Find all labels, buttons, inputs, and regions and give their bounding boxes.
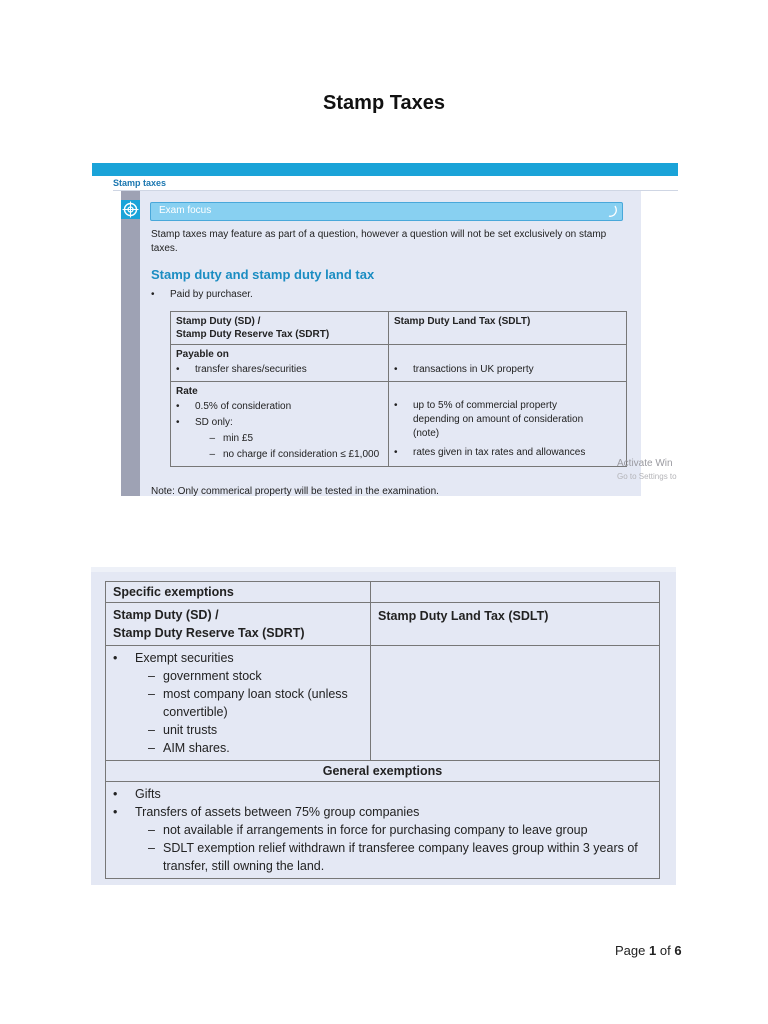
left-strip [121, 191, 140, 496]
table-header-sdlt: Stamp Duty Land Tax (SDLT) [371, 603, 660, 646]
slide-exemptions [91, 567, 676, 885]
page-label: Page [615, 943, 646, 958]
specific-exemptions-heading: Specific exemptions [106, 582, 371, 603]
sub-item-text: SDLT exemption relief withdrawn if transferee company leaves group within 3 years of transfer, still owning the land. [163, 841, 638, 873]
table-row [171, 312, 627, 345]
sub-item [113, 685, 363, 721]
table-row [106, 603, 660, 646]
sub-item-text: unit trusts [163, 723, 218, 737]
slide-top-bar [92, 163, 678, 176]
curl-icon [608, 205, 618, 217]
text-line: up to 5% of commercial property [413, 400, 557, 411]
paid-by-bullet [151, 289, 253, 300]
empty-cell [371, 646, 660, 761]
exam-focus-label: Exam focus [159, 205, 212, 216]
dash-icon: – [148, 823, 155, 837]
payable-sd-cell [171, 345, 389, 382]
page-number [615, 943, 682, 958]
examination-note: Note: Only commerical property will be tested in the examination. [151, 486, 439, 497]
stamp-duty-table [170, 311, 627, 467]
list-item-text: Exempt securities [135, 651, 234, 665]
list-item-text: transfer shares/securities [195, 364, 307, 375]
sub-item [113, 739, 363, 757]
list-item-text: Transfers of assets between 75% group companies [135, 805, 420, 819]
list-item [176, 362, 383, 378]
bullet-icon: • [113, 805, 118, 819]
document-title: Stamp Taxes [323, 92, 445, 114]
list-item [113, 649, 363, 667]
header-line: Stamp Duty (SD) / [176, 316, 261, 327]
table-header-sd [171, 312, 389, 345]
sub-item [113, 839, 652, 875]
dash-icon: – [148, 741, 155, 755]
dash-icon: – [209, 449, 215, 460]
table-row [106, 646, 660, 761]
activate-windows-subtext: Go to Settings to [617, 472, 677, 481]
slide-header: Stamp taxes [113, 178, 167, 188]
target-icon [121, 200, 140, 219]
header-line: Stamp Duty Reserve Tax (SDRT) [113, 626, 305, 640]
sub-item [113, 821, 652, 839]
rate-sdlt-cell [389, 382, 627, 467]
dash-icon: – [148, 841, 155, 855]
dash-icon: – [148, 669, 155, 683]
section-heading: Stamp duty and stamp duty land tax [151, 267, 375, 282]
sub-item [113, 721, 363, 739]
list-item-text: Gifts [135, 787, 161, 801]
bullet-icon: • [176, 364, 180, 375]
table-row [106, 761, 660, 782]
sub-item-text: no charge if consideration ≤ £1,000 [223, 449, 380, 460]
list-item [394, 362, 621, 378]
list-item-text: 0.5% of consideration [195, 401, 292, 412]
sub-item-text: government stock [163, 669, 262, 683]
list-item-text: SD only: [195, 417, 233, 428]
list-item [176, 415, 383, 431]
rate-sd-cell [171, 382, 389, 467]
text-line: (note) [413, 428, 440, 439]
sub-item [176, 431, 383, 447]
list-item [113, 803, 652, 821]
sub-item [176, 447, 383, 463]
list-item [394, 445, 621, 461]
sub-item [113, 667, 363, 685]
bullet-icon: • [394, 447, 398, 458]
exam-focus-bar [150, 202, 623, 221]
page-of: of [659, 943, 671, 958]
page-total: 6 [674, 943, 682, 958]
sub-item-text: most company loan stock (unless convertible) [163, 687, 348, 719]
page-current: 1 [649, 943, 657, 958]
dash-icon: – [148, 687, 155, 701]
sub-item-text: min £5 [223, 433, 254, 444]
payable-sdlt-cell [389, 345, 627, 382]
list-item [394, 399, 621, 441]
payable-label: Payable on [176, 349, 229, 360]
list-item-text [413, 399, 583, 441]
bullet-icon: • [151, 289, 155, 300]
table-row [106, 782, 660, 879]
bullet-icon: • [394, 400, 398, 411]
rate-label: Rate [176, 386, 198, 397]
table-row [106, 582, 660, 603]
bullet-icon: • [176, 417, 180, 428]
bullet-icon: • [394, 364, 398, 375]
list-item [113, 785, 652, 803]
slide-top-strip [91, 567, 676, 572]
table-row [171, 382, 627, 467]
list-item-text: transactions in UK property [413, 364, 534, 375]
dash-icon: – [148, 723, 155, 737]
dash-icon: – [209, 433, 215, 444]
table-header-sd [106, 603, 371, 646]
paid-by-text: Paid by purchaser. [170, 289, 253, 300]
table-row [171, 345, 627, 382]
general-exemptions-cell [106, 782, 660, 879]
header-line: Stamp Duty Reserve Tax (SDRT) [176, 329, 330, 340]
general-exemptions-heading: General exemptions [106, 761, 660, 782]
exam-focus-text: Stamp taxes may feature as part of a question, however a question will not be set exclusively on stamp taxes. [151, 229, 607, 254]
sub-item-text: AIM shares. [163, 741, 230, 755]
header-line: Stamp Duty (SD) / [113, 608, 219, 622]
bullet-icon: • [176, 401, 180, 412]
list-item [176, 399, 383, 415]
exemptions-table [105, 581, 660, 879]
bullet-icon: • [113, 787, 118, 801]
bullet-icon: • [113, 651, 118, 665]
text-line: depending on amount of consideration [413, 414, 584, 425]
exam-focus-panel [140, 191, 641, 496]
slide-stamp-duty-overview [92, 163, 678, 496]
sub-item-text: not available if arrangements in force for purchasing company to leave group [163, 823, 588, 837]
table-header-sdlt: Stamp Duty Land Tax (SDLT) [389, 312, 627, 345]
exempt-securities-cell [106, 646, 371, 761]
activate-windows-watermark: Activate Win [617, 458, 673, 469]
list-item-text: rates given in tax rates and allowances [413, 447, 586, 458]
empty-cell [371, 582, 660, 603]
